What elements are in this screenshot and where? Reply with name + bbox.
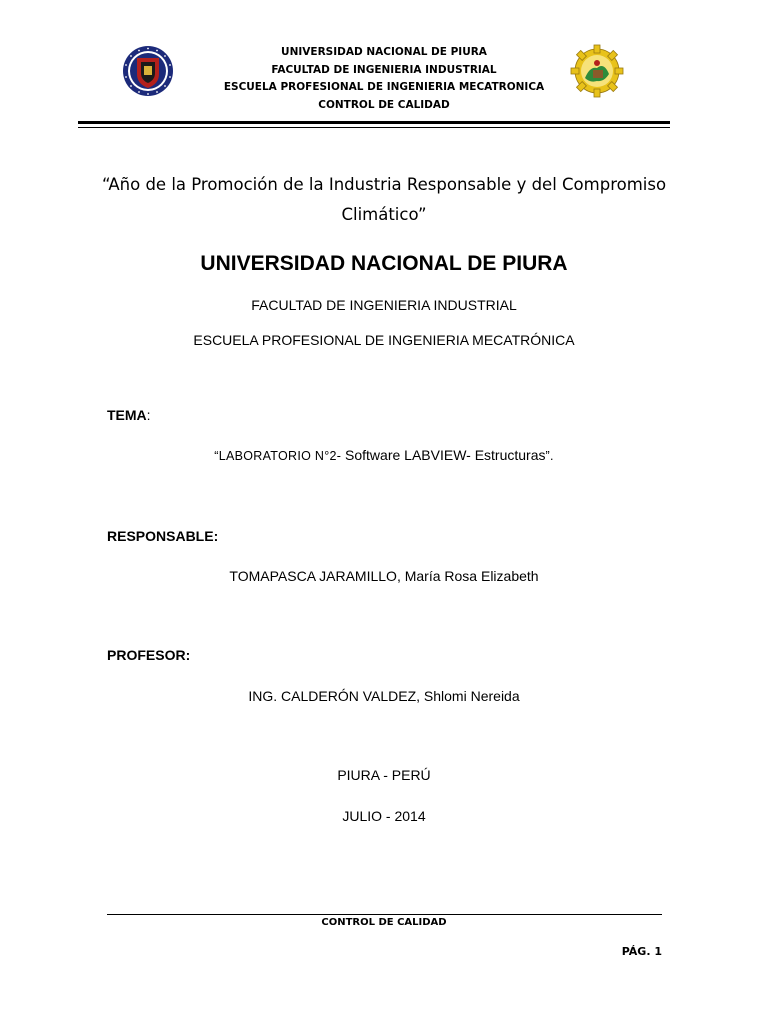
letterhead-university: UNIVERSIDAD NACIONAL DE PIURA — [281, 46, 487, 58]
tema-label-text: TEMA — [107, 407, 147, 423]
tema-value-main: Software LABVIEW- Estructuras — [345, 447, 546, 463]
school-name: ESCUELA PROFESIONAL DE INGENIERIA MECATRÓNICA — [193, 332, 575, 348]
university-title: UNIVERSIDAD NACIONAL DE PIURA — [200, 252, 568, 275]
header-rule-thick — [78, 121, 670, 124]
tema-value — [0, 447, 768, 463]
header-rule-thin — [78, 127, 670, 128]
date: JULIO - 2014 — [342, 808, 426, 824]
tema-colon: : — [146, 407, 151, 423]
tema-label — [107, 407, 151, 423]
profesor-value: ING. CALDERÓN VALDEZ, Shlomi Nereida — [248, 688, 520, 704]
footer-rule — [107, 914, 662, 915]
tema-value-prefix: “LABORATORIO N°2- — [214, 449, 346, 463]
year-motto: “Año de la Promoción de la Industria Responsable y del Compromiso Climático” — [101, 175, 667, 224]
page-number: PÁG. 1 — [621, 945, 662, 958]
responsable-label: RESPONSABLE: — [107, 528, 219, 544]
profesor-label: PROFESOR: — [107, 647, 191, 663]
letterhead-school: ESCUELA PROFESIONAL DE INGENIERIA MECATRONICA — [223, 81, 545, 93]
footer-title: CONTROL DE CALIDAD — [321, 917, 447, 928]
faculty-gear-logo — [570, 44, 624, 98]
place: PIURA - PERÚ — [337, 767, 431, 783]
letterhead-faculty: FACULTAD DE INGENIERIA INDUSTRIAL — [271, 63, 497, 76]
university-seal-logo — [122, 44, 174, 98]
tema-value-suffix: ”. — [545, 449, 554, 463]
letterhead-department: CONTROL DE CALIDAD — [318, 98, 450, 111]
responsable-value: TOMAPASCA JARAMILLO, María Rosa Elizabeth — [229, 568, 539, 584]
letterhead — [180, 44, 588, 114]
faculty-name: FACULTAD DE INGENIERIA INDUSTRIAL — [251, 297, 517, 313]
